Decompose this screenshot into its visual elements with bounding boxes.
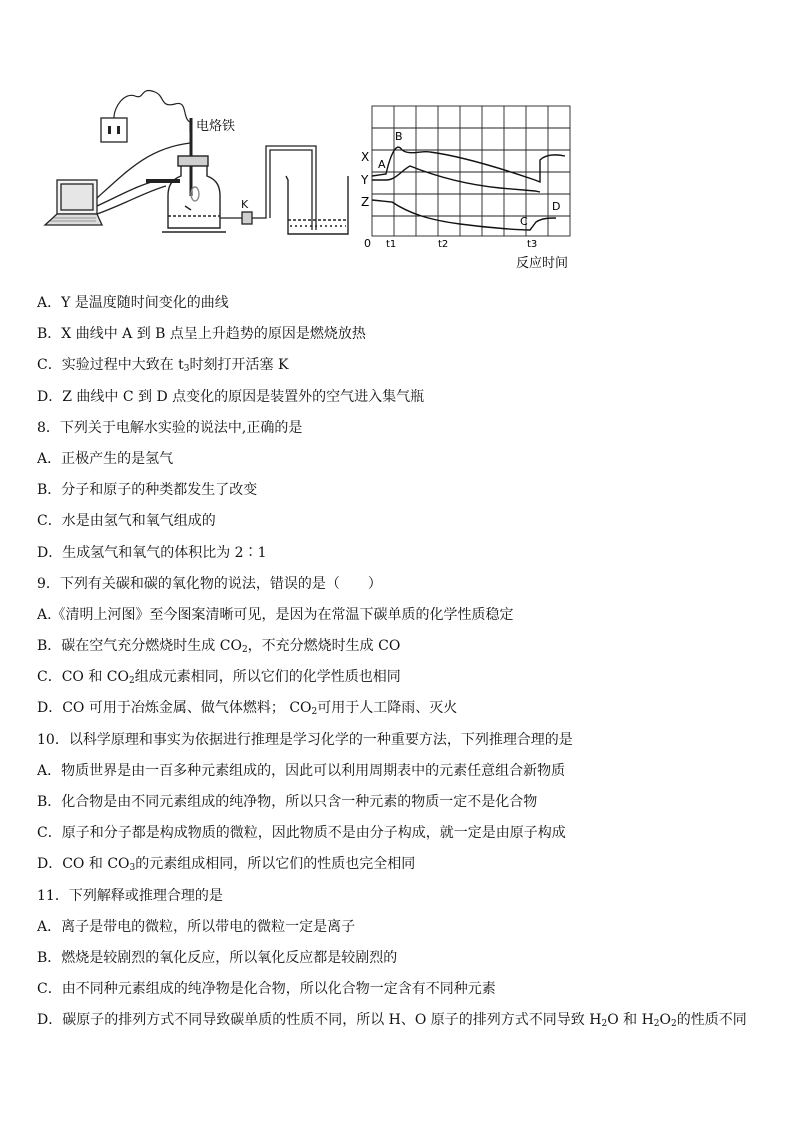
beaker-icon bbox=[286, 176, 348, 234]
sensor-graph bbox=[360, 106, 570, 271]
question-9: 9．下列有关碳和碳的氧化物的说法，错误的是（ ） bbox=[37, 575, 382, 592]
x-axis-label: 反应时间 bbox=[516, 256, 569, 271]
option-9b: B．碳在空气充分燃烧时生成 $CO_2$，不充分燃烧时生成 CO bbox=[37, 638, 401, 656]
point-b-label: B bbox=[395, 130, 403, 143]
question-10: 10．以科学原理和事实为依据进行推理是学习化学的一种重要方法，下列推理合理的是 bbox=[37, 731, 573, 748]
tick-t1: t1 bbox=[386, 239, 397, 250]
point-d-label: D bbox=[552, 200, 561, 213]
question-8: 8．下列关于电解水实验的说法中,正确的是 bbox=[37, 419, 303, 436]
option-7d: D．Z 曲线中 C 到 D 点变化的原因是装置外的空气进入集气瓶 bbox=[37, 388, 425, 405]
option-11d: D．碳原子的排列方式不同导致碳单质的性质不同，所以 H、O 原子的排列方式不同导致 $H_2O$ 和 $H_2O_2$的性质不同 bbox=[37, 1012, 747, 1030]
option-7b: B．X 曲线中 A 到 B 点呈上升趋势的原因是燃烧放热 bbox=[37, 326, 366, 343]
option-9d: D．CO 可用于冶炼金属、做气体燃料； $CO_2$可用于人工降雨、灭火 bbox=[37, 700, 458, 718]
question-text bbox=[37, 288, 757, 1037]
option-10d: D．CO 和 $CO_3$的元素组成相同，所以它们的性质也完全相同 bbox=[37, 856, 416, 874]
k-label: K bbox=[241, 198, 249, 211]
option-9a: A.《清明上河图》至今图案清晰可见，是因为在常温下碳单质的化学性质稳定 bbox=[37, 606, 514, 623]
graph-label-z: Z bbox=[361, 195, 370, 209]
curve-x bbox=[372, 147, 565, 182]
tick-t2: t2 bbox=[438, 239, 449, 250]
option-9c: C．CO 和 $CO_2$组成元素相同，所以它们的化学性质也相同 bbox=[37, 669, 401, 687]
option-8b: B．分子和原子的种类都发生了改变 bbox=[37, 482, 258, 499]
option-10b: B．化合物是由不同元素组成的纯净物，所以只含一种元素的物质一定不是化合物 bbox=[37, 794, 538, 810]
curve-y bbox=[372, 166, 540, 192]
graph-label-x: X bbox=[361, 150, 370, 164]
curve-z bbox=[372, 200, 556, 230]
gas-bottle-icon bbox=[162, 156, 226, 232]
option-11a: A．离子是带电的微粒，所以带电的微粒一定是离子 bbox=[37, 918, 356, 935]
iron-label: 电烙铁 bbox=[196, 119, 236, 134]
option-8a: A．正极产生的是氢气 bbox=[37, 450, 174, 467]
option-8c: C．水是由氢气和氧气组成的 bbox=[37, 513, 216, 530]
laptop-icon bbox=[45, 180, 102, 225]
graph-origin: 0 bbox=[364, 237, 371, 250]
graph-label-y: Y bbox=[361, 173, 369, 187]
tick-t3: t3 bbox=[527, 239, 538, 250]
option-11c: C．由不同种元素组成的纯净物是化合物，所以化合物一定含有不同种元素 bbox=[37, 981, 496, 998]
option-11b: B．燃烧是较剧烈的氧化反应，所以氧化反应都是较剧烈的 bbox=[37, 949, 398, 966]
point-c-label: C bbox=[520, 215, 528, 228]
stopcock-k-icon bbox=[220, 146, 316, 230]
point-a-label: A bbox=[378, 158, 386, 171]
option-10a: A．物质世界是由一百多种元素组成的，因此可以利用周期表中的元素任意组合新物质 bbox=[37, 762, 566, 779]
option-7a: A．Y 是温度随时间变化的曲线 bbox=[37, 295, 229, 311]
experiment-figure bbox=[30, 88, 590, 278]
option-10c: C．原子和分子都是构成物质的微粒，因此物质不是由分子构成，就一定是由原子构成 bbox=[37, 825, 566, 842]
option-7c: C．实验过程中大致在 $t_3$时刻打开活塞 K bbox=[37, 357, 289, 375]
power-socket-icon bbox=[101, 90, 190, 142]
question-11: 11．下列解释或推理合理的是 bbox=[37, 887, 223, 904]
option-8d: D．生成氢气和氧气的体积比为 2∶1 bbox=[37, 544, 267, 561]
